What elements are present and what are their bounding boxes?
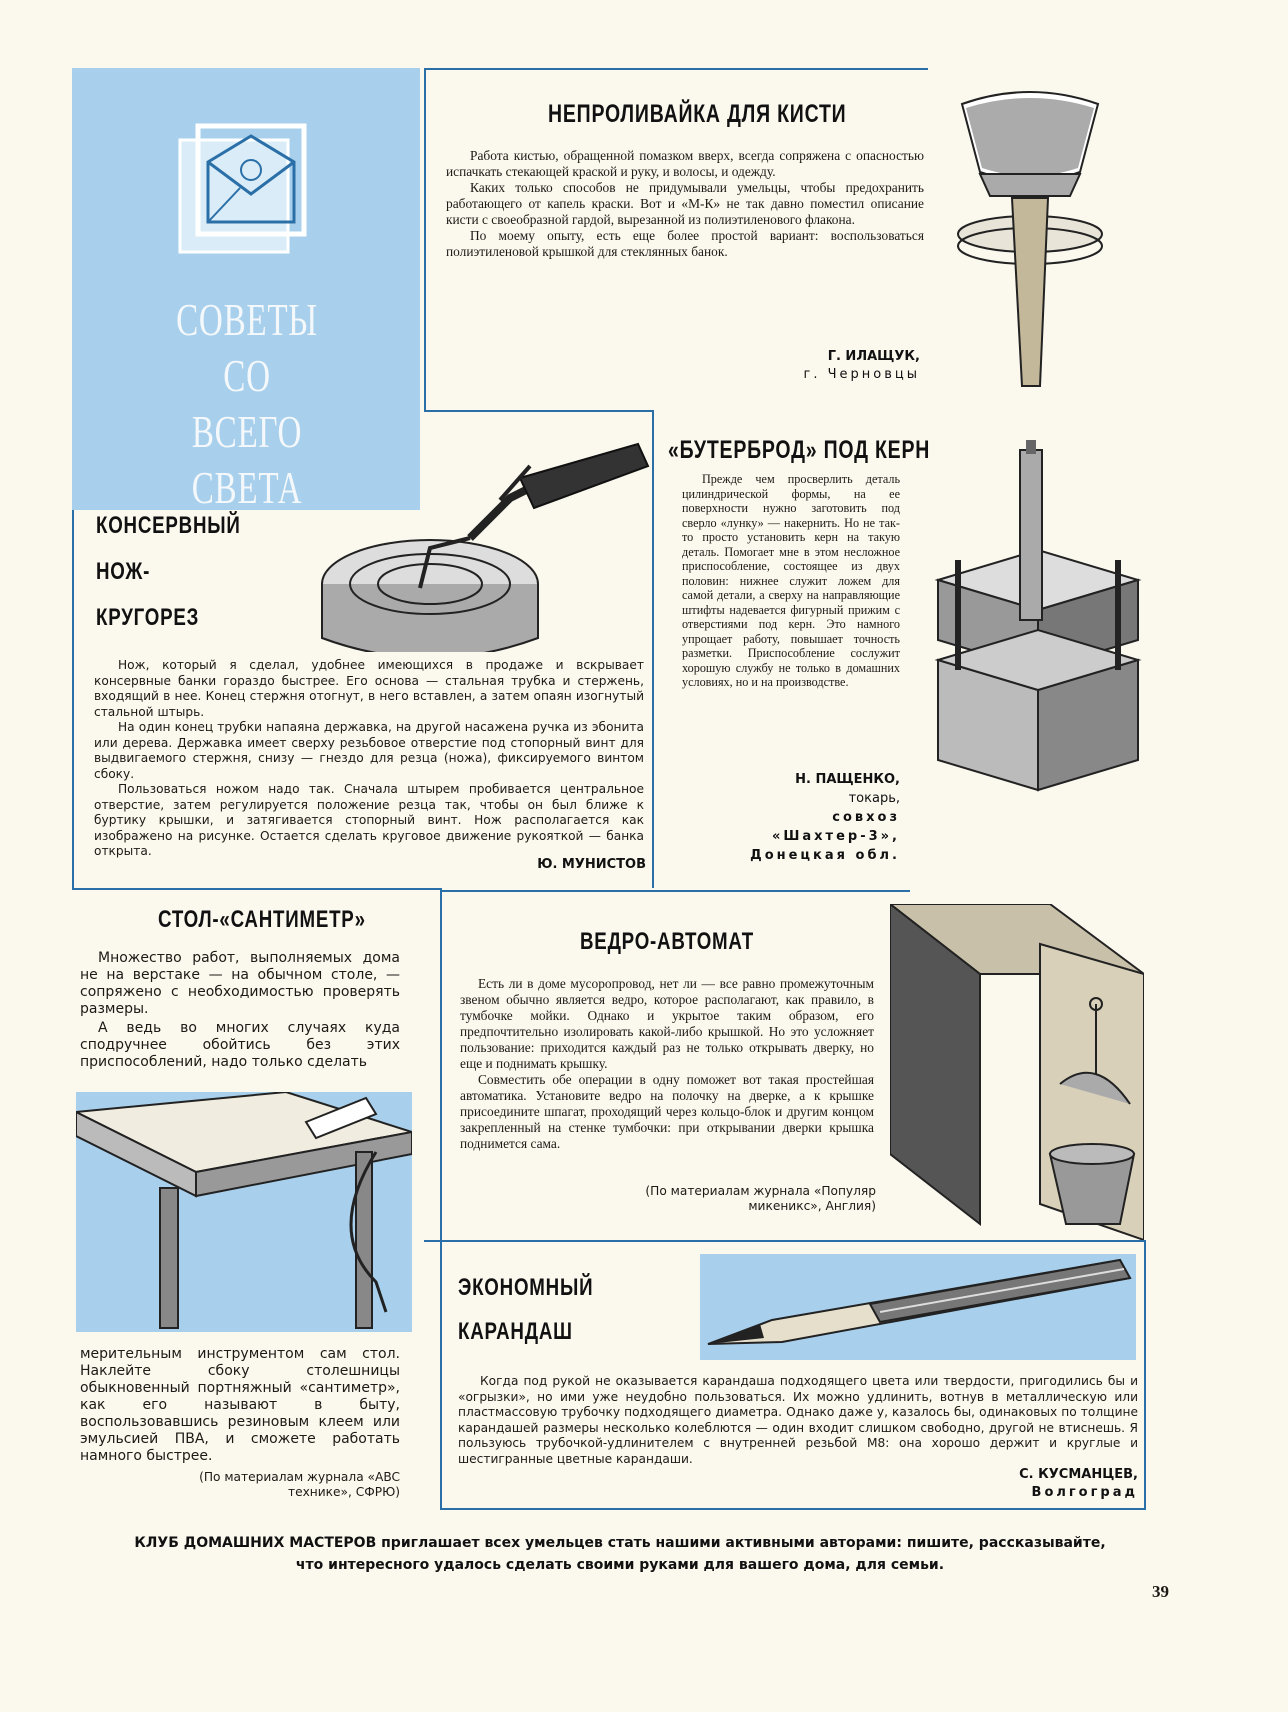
pencil-illustration: [700, 1254, 1136, 1360]
paragraph: Каких только способов не придумывали умельцы, чтобы предохранить работающего от капель краски. Вот и «М-К» не так давно поместил описание кисти с своеобразной гардой, вырезанной из полиэтиленового флакона.: [446, 180, 924, 227]
footer-line: что интересного удалось сделать своими руками для вашего дома, для семьи.: [295, 1557, 945, 1573]
rule: [72, 888, 440, 890]
bucket-illustration: [890, 904, 1144, 1240]
footer-line: КЛУБ ДОМАШНИХ МАСТЕРОВ приглашает всех умельцев стать нашими активными авторами: пишите, рассказывайте,: [134, 1535, 1106, 1551]
pencil-title-1: ЭКОНОМНЫЙ: [458, 1274, 594, 1301]
rule: [424, 68, 426, 410]
author-job: токарь,: [848, 791, 900, 806]
can-opener-body: [94, 658, 644, 860]
author-city: г. Черновцы: [803, 367, 920, 382]
author-city: Волгоград: [1031, 1485, 1138, 1500]
table-ruler-text-3: мерительным инструментом сам стол. Наклейте сбоку столешницы обыкновенный портняжный «сантиметр», как его называют в быту, воспользовавшись резиновым клеем или эмульсией ПВА, и сможете работать намного быстрее.: [80, 1346, 400, 1464]
author-name: Г. ИЛАЩУК,: [827, 349, 920, 364]
envelope-logo-icon: [178, 122, 308, 262]
rule: [440, 888, 442, 1510]
rule: [652, 410, 654, 888]
author-place: Донецкая обл.: [750, 848, 900, 863]
author-place: «Шахтер-3»,: [771, 829, 900, 844]
table-ruler-text-2: А ведь во многих случаях куда сподручнее обойтись без этих приспособлений, надо только сделать: [80, 1020, 400, 1070]
auto-bucket-body: [460, 976, 874, 1152]
paragraph: Прежде чем просверлить деталь цилиндрической формы, на ее поверхности нужно заготовить под сверло «лунку» — накернить. Но не так-то просто установить керн на такую деталь. Помогает мне в этом несложное приспособление, состоящее из двух половин: нижнее служит ложем для самой детали, а сверху на направляющие штифты надевается фигурный прижим с отверстиями под керн. Это намного упрощает работу, повышает точность разметки. Приспособление сослужит хорошую службу не только в домашних условиях, но и на производстве.: [682, 472, 900, 689]
rubric-title: СОВЕТЫ СО ВСЕГО СВЕТА: [176, 294, 318, 513]
brush-guard-title: НЕПРОЛИВАЙКА ДЛЯ КИСТИ: [548, 100, 847, 128]
table-ruler-source: (По материалам журнала «ABC технике», СФРЮ): [199, 1470, 400, 1499]
page-number: 39: [1152, 1582, 1169, 1601]
pencil-body: [458, 1374, 1138, 1467]
auto-bucket-title: ВЕДРО-АВТОМАТ: [580, 928, 754, 955]
brush-illustration: [942, 86, 1118, 398]
club-invitation: [80, 1532, 1160, 1576]
rule: [72, 510, 74, 888]
paragraph: Работа кистью, обращенной помазком вверх, всегда сопряжена с опасностью испачкать стекающей краской и руку, и волосы, и одежду.: [446, 148, 924, 179]
rule: [440, 890, 910, 892]
author-place: совхоз: [832, 810, 900, 825]
table-ruler-text-1: Множество работ, выполняемых дома не на верстаке — на обычном столе, — сопряжено с необходимостью проверять размеры.: [80, 950, 400, 1017]
punch-jig-illustration: [928, 430, 1148, 794]
punch-jig-body: [682, 472, 900, 690]
paragraph: Совместить обе операции в одну поможет вот такая простейшая автоматика. Установите ведро на полочку на дверке, а к крышке присоедините шпагат, проходящий через кольцо-блок и другим концом закрепленный на стенке тумбочки: при открывании дверки крышка поднимется сама.: [460, 1072, 874, 1151]
paragraph: По моему опыту, есть еще более простой вариант: воспользоваться полиэтиленовой крышкой для стеклянных банок.: [446, 228, 924, 259]
rule: [424, 410, 652, 412]
can-opener-illustration: [320, 438, 650, 652]
rule: [424, 1240, 1144, 1242]
rule: [424, 68, 928, 70]
paragraph: Нож, который я сделал, удобнее имеющихся в продаже и вскрывает консервные банки гораздо быстрее. Его основа — стальная трубка и стержень, входящий в нее. Конец стержня отогнут, в него вставлен, а затем опаян изогнутый стальной штырь.: [94, 658, 644, 719]
punch-jig-author: [660, 770, 900, 865]
table-illustration: [76, 1092, 412, 1332]
can-opener-author: Ю. МУНИСТОВ: [537, 857, 646, 872]
pencil-author: [900, 1466, 1138, 1502]
can-opener-title-2: НОЖ-: [96, 558, 151, 585]
brush-guard-author: [700, 348, 920, 384]
paragraph: На один конец трубки напаяна державка, на другой насажена ручка из эбонита или дерева. Державка имеет сверху резьбовое отверстие под стопорный винт для выдвигаемого стержня, снизу — гнездо для резца (ножа), фиксируемого винтом сбоку.: [94, 720, 644, 781]
paragraph: Когда под рукой не оказывается карандаша подходящего цвета или твердости, пригодились бы и «огрызки», но ими уже неудобно пользоваться. Их можно удлинить, вотнув в металлическую или пластмассовую трубочку подходящего диаметра. Однако даже у, казалось бы, одинаковых по толщине карандашей размеры несколько колеблются — один входит слишком свободно, другой не втиснешь. Я пользуюсь трубочкой-удлинителем с внутренней резьбой М8: она хорошо держит и круглые и шестигранные цветные карандаши.: [458, 1374, 1138, 1466]
rule: [440, 1508, 1146, 1510]
paragraph: Пользоваться ножом надо так. Сначала штырем пробивается центральное отверстие, затем регулируется положение резца так, чтобы он был ближе к буртику крышки, и затягивается стопорный винт. Нож располагается как изображено на рисунке. Остается сделать круговое движение рукояткой — банка открыта.: [94, 782, 644, 858]
auto-bucket-source: (По материалам журнала «Популяр микеникс», Англия): [645, 1184, 876, 1213]
author-name: Н. ПАЩЕНКО,: [795, 772, 900, 787]
table-ruler-title: СТОЛ-«САНТИМЕТР»: [158, 906, 366, 933]
punch-jig-title: «БУТЕРБРОД» ПОД КЕРН: [668, 436, 931, 464]
author-name: С. КУСМАНЦЕВ,: [1019, 1467, 1138, 1482]
rule: [1144, 1240, 1146, 1510]
paragraph: Есть ли в доме мусоропровод, нет ли — все равно промежуточным звеном обычно является ведро, которое располагают, как правило, в тумбочке мойки. Однако и укрытое таким образом, его предпочтительно изолировать какой-либо крышкой. Но это усложняет пользование: приходится каждый раз не только открывать дверку, но еще и поднимать крышку.: [460, 976, 874, 1071]
pencil-title-2: КАРАНДАШ: [458, 1318, 573, 1345]
can-opener-title-1: КОНСЕРВНЫЙ: [96, 512, 241, 539]
brush-guard-body: [446, 148, 924, 260]
can-opener-title-3: КРУГОРЕЗ: [96, 604, 200, 631]
